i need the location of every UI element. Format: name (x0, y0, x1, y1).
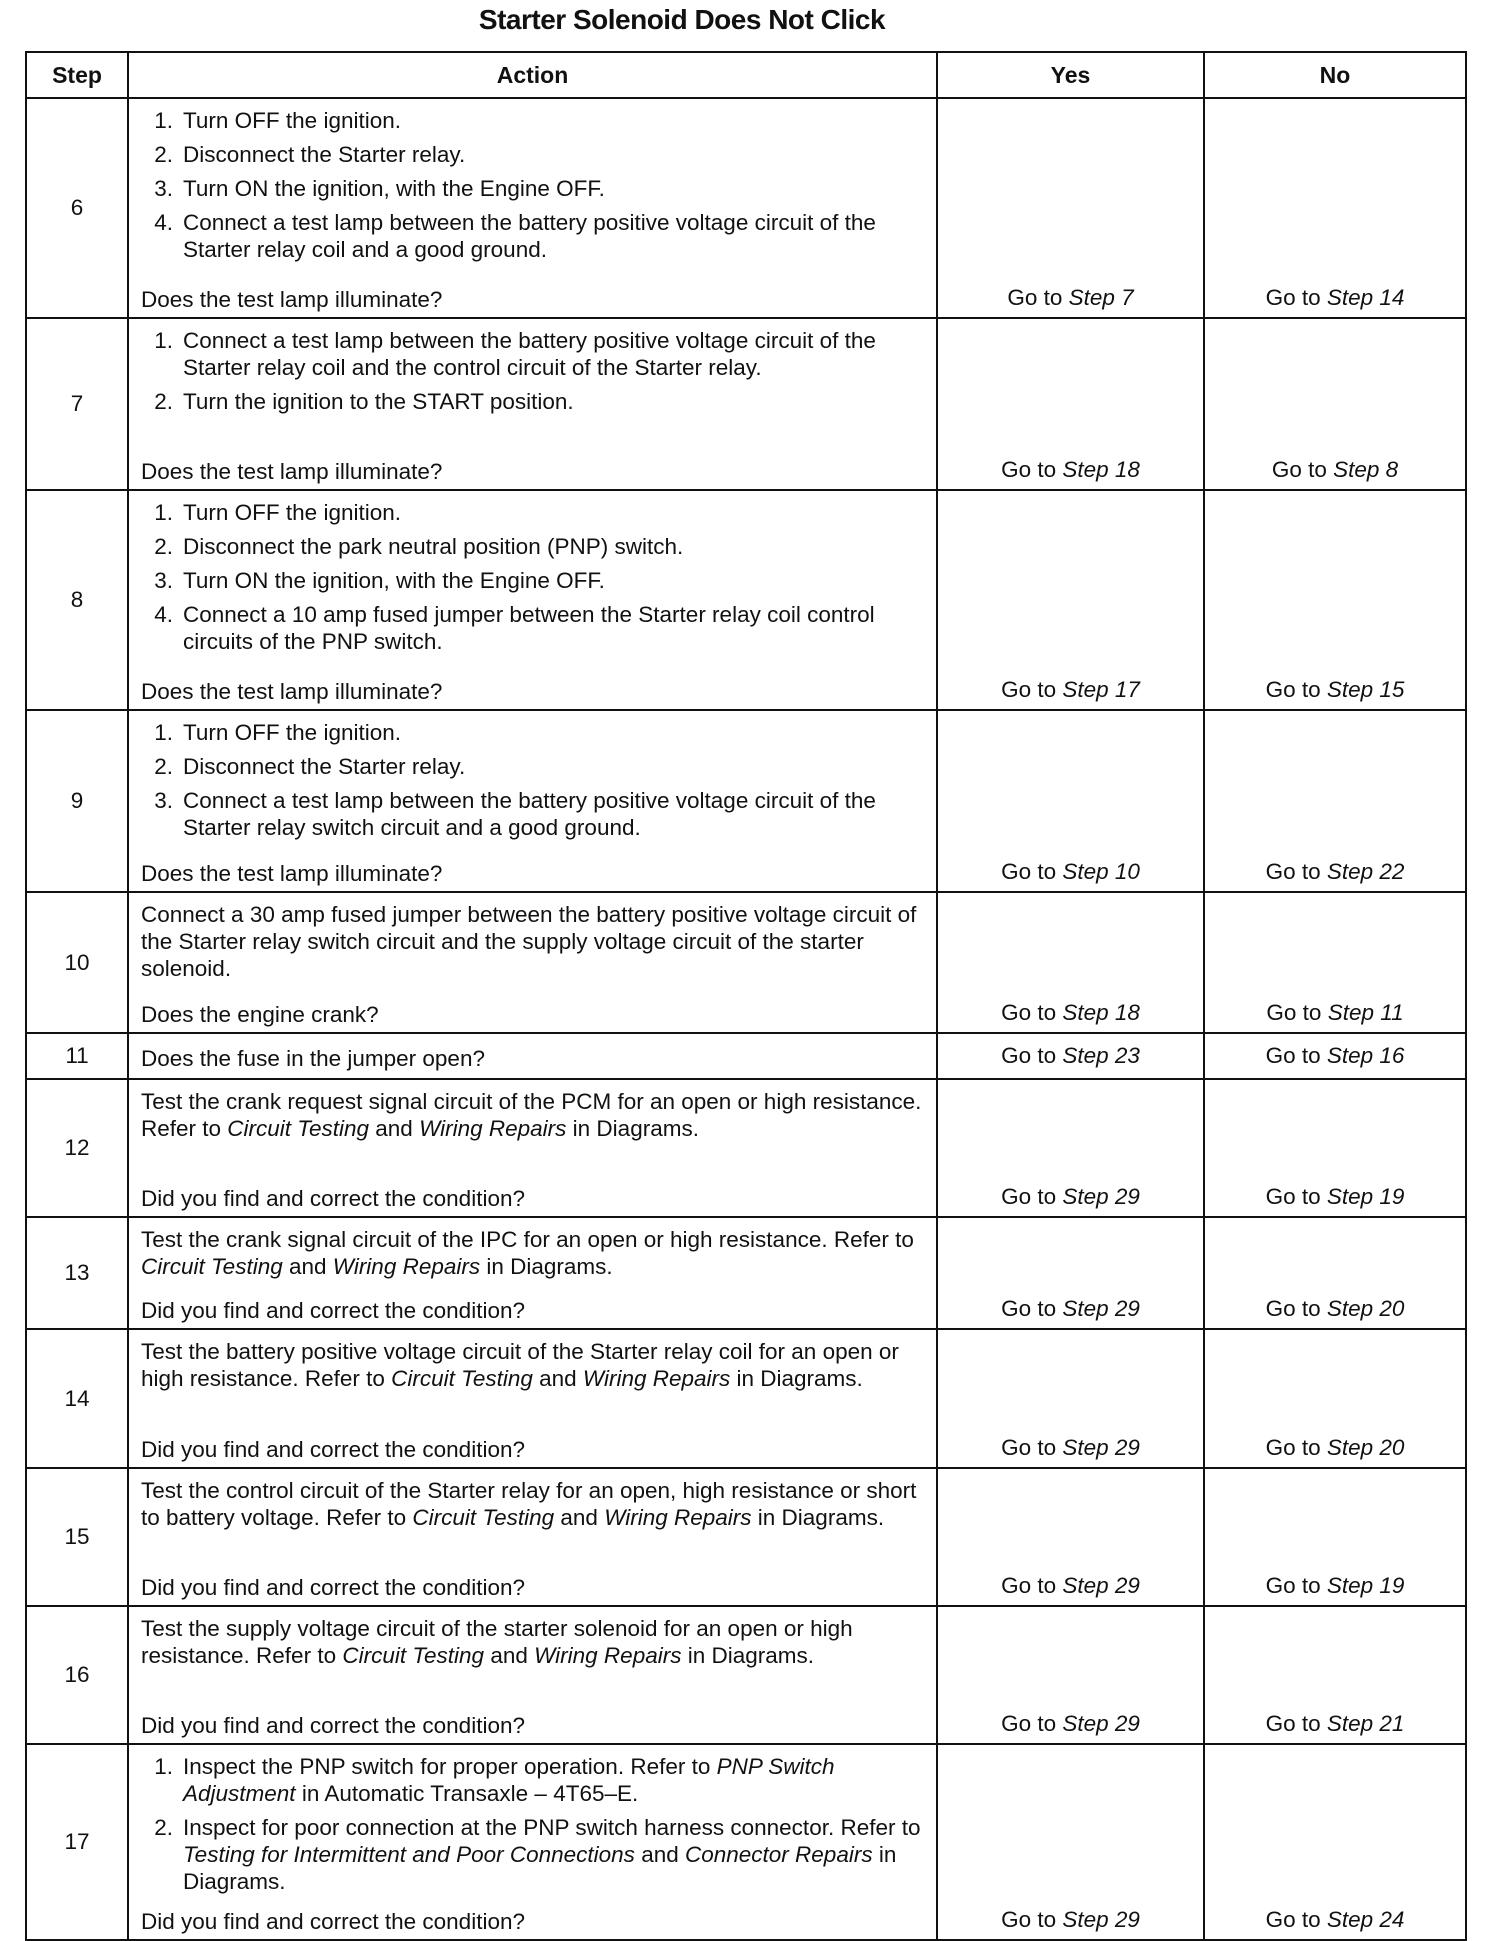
text-segment: Inspect for poor connection at the PNP switch harness connector. Refer to (183, 1815, 921, 1840)
goto-step: Step 29 (1062, 1296, 1140, 1321)
yes-goto-link[interactable] (1001, 1043, 1140, 1068)
action-content (141, 327, 926, 485)
goto-prefix: Go to (1001, 457, 1057, 482)
no-goto-link[interactable] (1266, 1907, 1405, 1932)
step-number: 15 (26, 1468, 128, 1606)
no-result-cell (1204, 710, 1466, 892)
emphasis-text: Wiring Repairs (604, 1505, 752, 1530)
action-cell (128, 892, 937, 1033)
text-segment: in Diagrams. (480, 1254, 613, 1279)
text-segment: Turn OFF the ignition. (183, 108, 402, 133)
no-result-cell (1204, 98, 1466, 318)
goto-prefix: Go to (1001, 1711, 1057, 1736)
text-segment: in Diagrams. (681, 1643, 815, 1668)
goto-step: Step 29 (1062, 1573, 1140, 1598)
action-question (141, 1436, 926, 1463)
goto-step: Step 23 (1062, 1043, 1140, 1068)
step-number: 8 (26, 490, 128, 710)
action-step-item (141, 175, 926, 202)
item-text (183, 327, 926, 381)
action-cell (128, 1033, 937, 1079)
step-number: 9 (26, 710, 128, 892)
goto-step: Step 8 (1333, 457, 1399, 482)
action-question (141, 1297, 926, 1324)
text-segment: and (532, 1366, 583, 1391)
yes-goto-link[interactable] (1001, 457, 1140, 482)
table-row (26, 318, 1466, 490)
text-segment: Did you find and correct the condition? (141, 1437, 525, 1462)
emphasis-text: Circuit Testing (412, 1505, 555, 1530)
item-text (183, 787, 926, 841)
text-segment: Did you find and correct the condition? (141, 1298, 525, 1323)
goto-step: Step 20 (1326, 1296, 1405, 1321)
diagnostic-table (25, 51, 1467, 1941)
goto-step: Step 29 (1062, 1907, 1140, 1932)
no-goto-link[interactable] (1266, 1184, 1405, 1209)
goto-step: Step 16 (1326, 1043, 1405, 1068)
goto-prefix: Go to (1265, 1184, 1321, 1209)
goto-prefix: Go to (1265, 1907, 1321, 1932)
goto-prefix: Go to (1265, 1043, 1321, 1068)
text-segment: Turn the ignition to the START position. (183, 389, 574, 414)
action-question (141, 286, 926, 313)
goto-prefix: Go to (1265, 859, 1321, 884)
action-content (141, 719, 926, 887)
emphasis-text: Circuit Testing (342, 1643, 485, 1668)
yes-goto-link[interactable] (1001, 1907, 1140, 1932)
step-number: 10 (26, 892, 128, 1033)
step-number: 11 (26, 1033, 128, 1079)
goto-prefix: Go to (1265, 1435, 1321, 1460)
text-segment: Did you find and correct the condition? (141, 1575, 525, 1600)
action-cell (128, 1468, 937, 1606)
action-paragraph (141, 901, 926, 982)
step-number: 17 (26, 1744, 128, 1940)
header-no: No (1204, 52, 1466, 98)
step-number: 12 (26, 1079, 128, 1217)
no-goto-link[interactable] (1266, 677, 1405, 702)
action-content (141, 1226, 926, 1324)
goto-step: Step 29 (1062, 1184, 1140, 1209)
item-text (183, 753, 465, 780)
yes-result-cell (937, 1079, 1204, 1217)
item-number: 1. (154, 108, 173, 133)
action-content (141, 1753, 926, 1935)
yes-result-cell (937, 1033, 1204, 1079)
text-segment: Test the supply voltage circuit of the starter solenoid for an open or high resistance. Refer to (141, 1616, 853, 1668)
yes-goto-link[interactable] (1001, 1711, 1140, 1736)
text-segment: Turn ON the ignition, with the Engine OFF. (183, 568, 605, 593)
text-segment: Inspect the PNP switch for proper operation. Refer to (183, 1754, 717, 1779)
table-row (26, 1606, 1466, 1744)
action-question (141, 860, 926, 887)
goto-step: Step 18 (1062, 457, 1140, 482)
action-step-item (141, 107, 926, 134)
action-step-item (141, 141, 926, 168)
action-question (141, 678, 926, 705)
goto-step: Step 20 (1326, 1435, 1405, 1460)
table-row (26, 1079, 1466, 1217)
action-step-item (141, 388, 926, 415)
goto-prefix: Go to (1001, 1907, 1057, 1932)
no-goto-link[interactable] (1266, 1296, 1405, 1321)
step-number: 16 (26, 1606, 128, 1744)
goto-step: Step 19 (1326, 1573, 1405, 1598)
text-segment: Does the test lamp illuminate? (141, 679, 443, 704)
goto-step: Step 18 (1062, 1000, 1140, 1025)
text-segment: Connect a 10 amp fused jumper between the Starter relay coil control circuits of the PNP switch. (183, 602, 875, 654)
action-step-item (141, 753, 926, 780)
text-segment: and (634, 1842, 685, 1867)
action-cell (128, 1079, 937, 1217)
item-text (183, 1814, 926, 1895)
no-goto-link[interactable] (1266, 1573, 1405, 1598)
action-steps (141, 1088, 926, 1148)
action-content (141, 1338, 926, 1463)
goto-prefix: Go to (1265, 1296, 1321, 1321)
action-cell (128, 318, 937, 490)
yes-goto-link[interactable] (1001, 677, 1140, 702)
yes-goto-link[interactable] (1001, 1296, 1140, 1321)
no-result-cell (1204, 1468, 1466, 1606)
action-step-item (141, 601, 926, 655)
goto-prefix: Go to (1001, 1000, 1057, 1025)
goto-prefix: Go to (1001, 1573, 1057, 1598)
no-result-cell (1204, 1079, 1466, 1217)
item-number: 4. (154, 210, 173, 235)
emphasis-text: Circuit Testing (141, 1254, 283, 1279)
text-segment: Test the battery positive voltage circuit of the Starter relay coil for an open or high resistance. Refer to (141, 1339, 899, 1391)
table-row (26, 98, 1466, 318)
yes-result-cell (937, 318, 1204, 490)
goto-prefix: Go to (1265, 1573, 1321, 1598)
text-segment: Turn ON the ignition, with the Engine OFF. (183, 176, 605, 201)
header-action: Action (128, 52, 937, 98)
action-steps (141, 107, 926, 270)
action-cell (128, 98, 937, 318)
yes-result-cell (937, 1468, 1204, 1606)
action-paragraph (141, 1477, 926, 1531)
no-goto-link[interactable] (1266, 859, 1405, 884)
emphasis-text: Wiring Repairs (419, 1116, 567, 1141)
yes-result-cell (937, 1217, 1204, 1329)
item-text (183, 533, 683, 560)
emphasis-text: Connector Repairs (684, 1842, 873, 1867)
text-segment: and (554, 1505, 605, 1530)
item-number: 1. (154, 720, 173, 745)
yes-result-cell (937, 892, 1204, 1033)
action-question (141, 458, 926, 485)
text-segment: Did you find and correct the condition? (141, 1186, 525, 1211)
goto-step: Step 7 (1068, 285, 1134, 310)
text-segment: Test the crank signal circuit of the IPC for an open or high resistance. Refer to (141, 1227, 914, 1252)
table-row (26, 1468, 1466, 1606)
no-goto-link[interactable] (1266, 1711, 1405, 1736)
item-text (183, 567, 605, 594)
text-segment: Does the test lamp illuminate? (141, 287, 443, 312)
text-segment: and (484, 1643, 535, 1668)
goto-step: Step 15 (1326, 677, 1405, 702)
no-result-cell (1204, 1329, 1466, 1468)
item-text (183, 209, 926, 263)
text-segment: Does the fuse in the jumper open? (141, 1046, 485, 1071)
text-segment: Does the test lamp illuminate? (141, 861, 443, 886)
text-segment: in Diagrams. (751, 1505, 885, 1530)
no-goto-link[interactable] (1266, 1435, 1405, 1460)
goto-step: Step 10 (1062, 859, 1140, 884)
no-goto-link[interactable] (1266, 285, 1405, 310)
yes-goto-link[interactable] (1001, 1000, 1140, 1025)
goto-step: Step 29 (1062, 1711, 1140, 1736)
text-segment: Turn OFF the ignition. (183, 500, 402, 525)
text-segment: Does the engine crank? (141, 1002, 379, 1027)
action-paragraph (141, 1338, 926, 1392)
action-steps (141, 1226, 926, 1286)
action-content (141, 1615, 926, 1739)
goto-prefix: Go to (1001, 859, 1057, 884)
item-number: 1. (154, 328, 173, 353)
action-content (141, 1477, 926, 1601)
table-row (26, 1744, 1466, 1940)
table-row (26, 1329, 1466, 1468)
item-number: 3. (154, 788, 173, 813)
yes-goto-link[interactable] (1001, 1435, 1140, 1460)
no-result-cell (1204, 892, 1466, 1033)
header-row (26, 52, 1466, 98)
action-content (141, 499, 926, 705)
action-content (141, 107, 926, 313)
text-segment: in Diagrams. (183, 1842, 897, 1894)
action-content (141, 1088, 926, 1212)
item-number: 2. (154, 142, 173, 167)
action-question (141, 1001, 926, 1028)
text-segment: and (369, 1116, 420, 1141)
goto-step: Step 24 (1326, 1907, 1405, 1932)
step-number: 7 (26, 318, 128, 490)
yes-goto-link[interactable] (1001, 1184, 1140, 1209)
no-goto-link[interactable] (1266, 1043, 1405, 1068)
action-cell (128, 1606, 937, 1744)
item-text (183, 719, 401, 746)
table-row (26, 490, 1466, 710)
action-step-item (141, 499, 926, 526)
no-result-cell (1204, 318, 1466, 490)
table-row (26, 1033, 1466, 1079)
no-result-cell (1204, 490, 1466, 710)
item-number: 3. (154, 568, 173, 593)
action-cell (128, 1744, 937, 1940)
goto-prefix: Go to (1001, 1296, 1057, 1321)
item-number: 2. (154, 1815, 173, 1840)
yes-result-cell (937, 98, 1204, 318)
step-number: 13 (26, 1217, 128, 1329)
goto-step: Step 19 (1326, 1184, 1405, 1209)
yes-result-cell (937, 490, 1204, 710)
action-question (141, 1712, 926, 1739)
goto-step: Step 14 (1326, 285, 1405, 310)
action-cell (128, 490, 937, 710)
action-content (141, 901, 926, 1028)
action-paragraph (141, 1226, 926, 1280)
item-number: 1. (154, 500, 173, 525)
text-segment: Did you find and correct the condition? (141, 1713, 525, 1738)
text-segment: Connect a 30 amp fused jumper between the battery positive voltage circuit of the Starter relay switch circuit and the supply voltage circuit of the starter solenoid. (141, 902, 917, 981)
text-segment: Test the crank request signal circuit of the PCM for an open or high resistance. Refer to (141, 1089, 922, 1141)
action-steps (141, 499, 926, 662)
no-goto-link[interactable] (1272, 457, 1398, 482)
emphasis-text: Circuit Testing (391, 1366, 533, 1391)
emphasis-text: Wiring Repairs (582, 1366, 731, 1391)
table-row (26, 1217, 1466, 1329)
item-number: 2. (154, 389, 173, 414)
action-step-item (141, 719, 926, 746)
item-number: 2. (154, 534, 173, 559)
action-cell (128, 1329, 937, 1468)
yes-result-cell (937, 1744, 1204, 1940)
item-number: 4. (154, 602, 173, 627)
item-text (183, 1753, 926, 1807)
goto-step: Step 11 (1327, 1000, 1404, 1025)
action-step-item (141, 1814, 926, 1895)
action-step-item (141, 209, 926, 263)
action-step-item (141, 787, 926, 841)
action-cell (128, 710, 937, 892)
text-segment: Does the test lamp illuminate? (141, 459, 443, 484)
header-yes: Yes (937, 52, 1204, 98)
text-segment: Disconnect the Starter relay. (183, 754, 466, 779)
text-segment: Connect a test lamp between the battery positive voltage circuit of the Starter relay coil and a good ground. (183, 210, 876, 262)
action-steps (141, 719, 926, 848)
text-segment: in Diagrams. (566, 1116, 699, 1141)
action-step-item (141, 1753, 926, 1807)
item-text (183, 499, 401, 526)
action-paragraph (141, 1615, 926, 1669)
table-row (26, 710, 1466, 892)
text-segment: Test the control circuit of the Starter relay for an open, high resistance or short to battery voltage. Refer to (141, 1478, 917, 1530)
item-number: 3. (154, 176, 173, 201)
action-step-item (141, 327, 926, 381)
header-step: Step (26, 52, 128, 98)
action-steps (141, 1615, 926, 1675)
yes-goto-link[interactable] (1001, 1573, 1140, 1598)
action-steps (141, 901, 926, 988)
goto-prefix: Go to (1007, 285, 1063, 310)
goto-step: Step 17 (1062, 677, 1140, 702)
step-number: 14 (26, 1329, 128, 1468)
goto-prefix: Go to (1271, 457, 1327, 482)
goto-prefix: Go to (1001, 1184, 1057, 1209)
item-text (183, 141, 465, 168)
table-row (26, 892, 1466, 1033)
item-text (183, 388, 574, 415)
action-question (141, 1908, 926, 1935)
action-question (141, 1185, 926, 1212)
text-segment: and (282, 1254, 333, 1279)
no-goto-link[interactable] (1266, 1000, 1403, 1025)
action-content (141, 1040, 926, 1072)
goto-prefix: Go to (1265, 1711, 1321, 1736)
no-result-cell (1204, 1606, 1466, 1744)
no-result-cell (1204, 1033, 1466, 1079)
no-result-cell (1204, 1744, 1466, 1940)
emphasis-text: PNP Switch Adjustment (183, 1754, 835, 1806)
text-segment: Disconnect the park neutral position (PNP) switch. (183, 534, 684, 559)
text-segment: Connect a test lamp between the battery positive voltage circuit of the Starter relay switch circuit and a good ground. (183, 788, 876, 840)
yes-goto-link[interactable] (1001, 859, 1140, 884)
yes-result-cell (937, 1329, 1204, 1468)
item-text (183, 175, 605, 202)
item-text (183, 601, 926, 655)
goto-prefix: Go to (1266, 1000, 1322, 1025)
goto-prefix: Go to (1001, 677, 1057, 702)
emphasis-text: Wiring Repairs (534, 1643, 682, 1668)
action-question (141, 1045, 926, 1072)
action-question (141, 1574, 926, 1601)
yes-result-cell (937, 710, 1204, 892)
goto-step: Step 22 (1326, 859, 1405, 884)
text-segment: Connect a test lamp between the battery positive voltage circuit of the Starter relay coil and the control circuit of the Starter relay. (183, 328, 876, 380)
item-number: 2. (154, 754, 173, 779)
action-steps (141, 1338, 926, 1398)
action-steps (141, 1753, 926, 1902)
text-segment: Disconnect the Starter relay. (183, 142, 466, 167)
action-steps (141, 1477, 926, 1537)
action-step-item (141, 533, 926, 560)
item-number: 1. (154, 1754, 173, 1779)
action-cell (128, 1217, 937, 1329)
goto-step: Step 29 (1062, 1435, 1140, 1460)
emphasis-text: Testing for Intermittent and Poor Connections (183, 1842, 635, 1867)
text-segment: Did you find and correct the condition? (141, 1909, 525, 1934)
item-text (183, 107, 401, 134)
action-step-item (141, 567, 926, 594)
goto-prefix: Go to (1265, 285, 1321, 310)
text-segment: in Diagrams. (730, 1366, 863, 1391)
yes-goto-link[interactable] (1007, 285, 1133, 310)
yes-result-cell (937, 1606, 1204, 1744)
page-title: Starter Solenoid Does Not Click (478, 4, 886, 35)
action-paragraph (141, 1088, 926, 1142)
action-steps (141, 327, 926, 422)
goto-prefix: Go to (1265, 677, 1321, 702)
step-number: 6 (26, 98, 128, 318)
emphasis-text: Circuit Testing (227, 1116, 370, 1141)
text-segment: in Automatic Transaxle – 4T65–E. (295, 1781, 639, 1806)
emphasis-text: Wiring Repairs (332, 1254, 481, 1279)
goto-prefix: Go to (1001, 1043, 1057, 1068)
no-result-cell (1204, 1217, 1466, 1329)
text-segment: Turn OFF the ignition. (183, 720, 402, 745)
goto-step: Step 21 (1326, 1711, 1405, 1736)
goto-prefix: Go to (1001, 1435, 1057, 1460)
